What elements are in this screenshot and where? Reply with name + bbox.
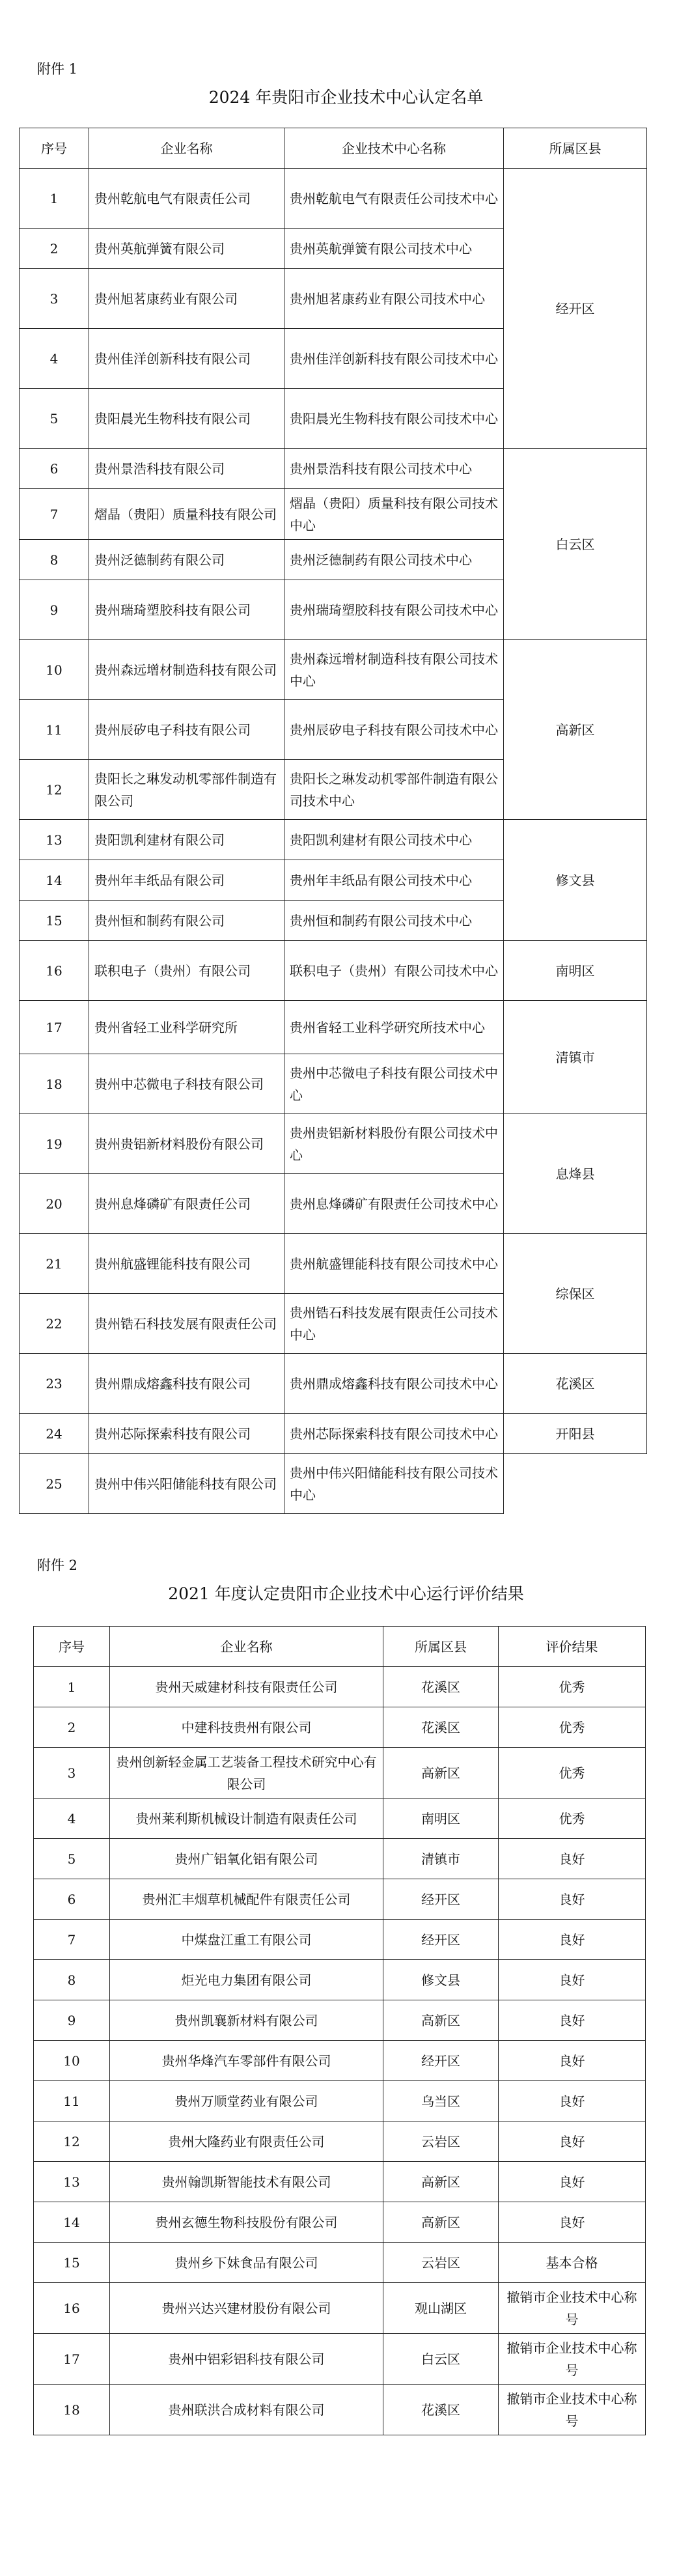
col-header-no: 序号 xyxy=(34,1627,110,1667)
center-name: 贵州年丰纸品有限公司技术中心 xyxy=(284,860,504,901)
center-name: 贵州恒和制药有限公司技术中心 xyxy=(284,901,504,941)
company-name: 贵阳凯利建材有限公司 xyxy=(89,820,284,860)
center-name: 贵州航盛锂能科技有限公司技术中心 xyxy=(284,1234,504,1294)
row-number: 7 xyxy=(20,489,89,540)
company-name: 贵州鼎成熔鑫科技有限公司 xyxy=(89,1354,284,1414)
evaluation-result: 良好 xyxy=(499,1960,646,2000)
row-number: 6 xyxy=(34,1879,110,1920)
center-name: 贵州省轻工业科学研究所技术中心 xyxy=(284,1001,504,1054)
company-name: 贵州创新轻金属工艺装备工程技术研究中心有限公司 xyxy=(110,1748,383,1799)
table-row xyxy=(20,1354,647,1414)
district: 高新区 xyxy=(383,2162,499,2202)
company-name: 贵州凯襄新材料有限公司 xyxy=(110,2000,383,2041)
evaluation-result: 撤销市企业技术中心称号 xyxy=(499,2283,646,2334)
district: 白云区 xyxy=(504,449,647,640)
recognition-table xyxy=(19,128,647,1514)
table-row xyxy=(34,2162,646,2202)
district: 南明区 xyxy=(504,941,647,1001)
district: 经开区 xyxy=(383,1879,499,1920)
company-name: 贵州旭茗康药业有限公司 xyxy=(89,269,284,329)
table-row xyxy=(34,2081,646,2121)
evaluation-result: 基本合格 xyxy=(499,2243,646,2283)
center-name: 贵州旭茗康药业有限公司技术中心 xyxy=(284,269,504,329)
evaluation-result: 优秀 xyxy=(499,1748,646,1799)
table-row xyxy=(20,1454,647,1514)
company-name: 中建科技贵州有限公司 xyxy=(110,1707,383,1748)
table-row xyxy=(34,1879,646,1920)
table-row xyxy=(34,2041,646,2081)
col-header-district: 所属区县 xyxy=(504,128,647,169)
row-number: 15 xyxy=(34,2243,110,2283)
district: 云岩区 xyxy=(383,2121,499,2162)
table-row xyxy=(34,2385,646,2435)
row-number: 8 xyxy=(20,540,89,580)
district: 息烽县 xyxy=(504,1114,647,1234)
row-number: 18 xyxy=(20,1054,89,1114)
company-name: 熠晶（贵阳）质量科技有限公司 xyxy=(89,489,284,540)
table-row xyxy=(34,2000,646,2041)
district: 高新区 xyxy=(383,2000,499,2041)
col-header-no: 序号 xyxy=(20,128,89,169)
center-name: 贵州乾航电气有限责任公司技术中心 xyxy=(284,169,504,229)
table-row xyxy=(34,2121,646,2162)
row-number: 2 xyxy=(20,229,89,269)
evaluation-result: 良好 xyxy=(499,1920,646,1960)
evaluation-result: 良好 xyxy=(499,2121,646,2162)
row-number: 9 xyxy=(20,580,89,640)
center-name: 贵阳凯利建材有限公司技术中心 xyxy=(284,820,504,860)
evaluation-result: 良好 xyxy=(499,2000,646,2041)
company-name: 贵州恒和制药有限公司 xyxy=(89,901,284,941)
evaluation-table xyxy=(33,1626,646,2435)
district: 高新区 xyxy=(504,640,647,820)
row-number: 24 xyxy=(20,1414,89,1454)
row-number: 13 xyxy=(20,820,89,860)
row-number: 11 xyxy=(34,2081,110,2121)
company-name: 贵州佳洋创新科技有限公司 xyxy=(89,329,284,389)
row-number: 16 xyxy=(20,941,89,1001)
center-name: 贵州景浩科技有限公司技术中心 xyxy=(284,449,504,489)
company-name: 贵州中铝彩铝科技有限公司 xyxy=(110,2334,383,2385)
row-number: 8 xyxy=(34,1960,110,2000)
company-name: 贵州汇丰烟草机械配件有限责任公司 xyxy=(110,1879,383,1920)
table-row xyxy=(34,1920,646,1960)
evaluation-result: 良好 xyxy=(499,1839,646,1879)
table-row xyxy=(20,820,647,860)
district: 南明区 xyxy=(383,1799,499,1839)
col-header-district: 所属区县 xyxy=(383,1627,499,1667)
annex-2-label: 附件 2 xyxy=(37,1558,78,1573)
center-name: 贵州息烽磷矿有限责任公司技术中心 xyxy=(284,1174,504,1234)
district: 清镇市 xyxy=(383,1839,499,1879)
company-name: 中煤盘江重工有限公司 xyxy=(110,1920,383,1960)
district: 花溪区 xyxy=(383,2385,499,2435)
table-row xyxy=(20,1001,647,1054)
district: 经开区 xyxy=(383,1920,499,1960)
row-number: 21 xyxy=(20,1234,89,1294)
company-name: 贵州景浩科技有限公司 xyxy=(89,449,284,489)
table-row xyxy=(20,1414,647,1454)
district: 花溪区 xyxy=(383,1707,499,1748)
center-name: 贵州芯际探索科技有限公司技术中心 xyxy=(284,1414,504,1454)
evaluation-result: 优秀 xyxy=(499,1707,646,1748)
district: 清镇市 xyxy=(504,1001,647,1114)
center-name: 贵州森远增材制造科技有限公司技术中心 xyxy=(284,640,504,700)
row-number: 4 xyxy=(34,1799,110,1839)
center-name: 熠晶（贵阳）质量科技有限公司技术中心 xyxy=(284,489,504,540)
row-number: 2 xyxy=(34,1707,110,1748)
row-number: 9 xyxy=(34,2000,110,2041)
company-name: 贵州中芯微电子科技有限公司 xyxy=(89,1054,284,1114)
row-number: 18 xyxy=(34,2385,110,2435)
col-header-company: 企业名称 xyxy=(89,128,284,169)
company-name: 贵州瑞琦塑胶科技有限公司 xyxy=(89,580,284,640)
row-number: 25 xyxy=(20,1454,89,1514)
company-name: 贵州联洪合成材料有限公司 xyxy=(110,2385,383,2435)
table-row xyxy=(20,640,647,700)
row-number: 3 xyxy=(20,269,89,329)
row-number: 17 xyxy=(34,2334,110,2385)
table-row xyxy=(34,1799,646,1839)
row-number: 10 xyxy=(20,640,89,700)
district: 高新区 xyxy=(383,1748,499,1799)
table-row xyxy=(20,1234,647,1294)
district: 云岩区 xyxy=(383,2243,499,2283)
row-number: 12 xyxy=(34,2121,110,2162)
center-name: 贵州瑞琦塑胶科技有限公司技术中心 xyxy=(284,580,504,640)
district: 综保区 xyxy=(504,1234,647,1354)
table-row xyxy=(34,1839,646,1879)
company-name: 贵州乾航电气有限责任公司 xyxy=(89,169,284,229)
doc2-title: 2021 年度认定贵阳市企业技术中心运行评价结果 xyxy=(168,1584,524,1603)
center-name: 贵阳晨光生物科技有限公司技术中心 xyxy=(284,389,504,449)
row-number: 19 xyxy=(20,1114,89,1174)
center-name: 贵州泛德制药有限公司技术中心 xyxy=(284,540,504,580)
company-name: 贵阳长之琳发动机零部件制造有限公司 xyxy=(89,760,284,820)
row-number: 12 xyxy=(20,760,89,820)
table-row xyxy=(34,2202,646,2243)
district: 经开区 xyxy=(504,169,647,449)
evaluation-result: 良好 xyxy=(499,2202,646,2243)
company-name: 贵州翰凯斯智能技术有限公司 xyxy=(110,2162,383,2202)
company-name: 贵州航盛锂能科技有限公司 xyxy=(89,1234,284,1294)
table-row xyxy=(34,1707,646,1748)
company-name: 贵州大隆药业有限责任公司 xyxy=(110,2121,383,2162)
district: 乌当区 xyxy=(383,2081,499,2121)
company-name: 贵州莱利斯机械设计制造有限责任公司 xyxy=(110,1799,383,1839)
row-number: 7 xyxy=(34,1920,110,1960)
district: 花溪区 xyxy=(383,1667,499,1707)
evaluation-result: 撤销市企业技术中心称号 xyxy=(499,2334,646,2385)
evaluation-result: 良好 xyxy=(499,1879,646,1920)
col-header-company: 企业名称 xyxy=(110,1627,383,1667)
company-name: 贵州玄德生物科技股份有限公司 xyxy=(110,2202,383,2243)
row-number: 14 xyxy=(20,860,89,901)
center-name: 贵州鼎成熔鑫科技有限公司技术中心 xyxy=(284,1354,504,1414)
table-row xyxy=(20,1114,647,1174)
company-name: 贵州兴达兴建材股份有限公司 xyxy=(110,2283,383,2334)
company-name: 贵州森远增材制造科技有限公司 xyxy=(89,640,284,700)
annex-1-label: 附件 1 xyxy=(37,61,78,77)
district: 经开区 xyxy=(383,2041,499,2081)
row-number: 16 xyxy=(34,2283,110,2334)
row-number: 17 xyxy=(20,1001,89,1054)
center-name: 贵州锆石科技发展有限责任公司技术中心 xyxy=(284,1294,504,1354)
district: 开阳县 xyxy=(504,1414,647,1454)
evaluation-result: 优秀 xyxy=(499,1667,646,1707)
row-number: 15 xyxy=(20,901,89,941)
company-name: 贵州广铝氧化铝有限公司 xyxy=(110,1839,383,1879)
table-row xyxy=(34,1960,646,2000)
company-name: 贵州中伟兴阳储能科技有限公司 xyxy=(89,1454,284,1514)
evaluation-result: 良好 xyxy=(499,2162,646,2202)
table-row xyxy=(20,941,647,1001)
company-name: 贵州乡下妹食品有限公司 xyxy=(110,2243,383,2283)
row-number: 6 xyxy=(20,449,89,489)
company-name: 贵州英航弹簧有限公司 xyxy=(89,229,284,269)
row-number: 1 xyxy=(34,1667,110,1707)
company-name: 贵阳晨光生物科技有限公司 xyxy=(89,389,284,449)
table-row xyxy=(34,1667,646,1707)
district: 修文县 xyxy=(504,820,647,941)
evaluation-result: 良好 xyxy=(499,2041,646,2081)
evaluation-result: 撤销市企业技术中心称号 xyxy=(499,2385,646,2435)
company-name: 贵州息烽磷矿有限责任公司 xyxy=(89,1174,284,1234)
row-number: 4 xyxy=(20,329,89,389)
company-name: 贵州锆石科技发展有限责任公司 xyxy=(89,1294,284,1354)
center-name: 贵州辰矽电子科技有限公司技术中心 xyxy=(284,700,504,760)
company-name: 贵州泛德制药有限公司 xyxy=(89,540,284,580)
district: 花溪区 xyxy=(504,1354,647,1414)
company-name: 炬光电力集团有限公司 xyxy=(110,1960,383,2000)
row-number: 22 xyxy=(20,1294,89,1354)
row-number: 1 xyxy=(20,169,89,229)
center-name: 贵阳长之琳发动机零部件制造有限公司技术中心 xyxy=(284,760,504,820)
center-name: 贵州佳洋创新科技有限公司技术中心 xyxy=(284,329,504,389)
district: 白云区 xyxy=(383,2334,499,2385)
center-name: 贵州贵铝新材料股份有限公司技术中心 xyxy=(284,1114,504,1174)
row-number: 10 xyxy=(34,2041,110,2081)
company-name: 贵州贵铝新材料股份有限公司 xyxy=(89,1114,284,1174)
table-row xyxy=(20,169,647,229)
row-number: 5 xyxy=(20,389,89,449)
row-number: 5 xyxy=(34,1839,110,1879)
doc1-title: 2024 年贵阳市企业技术中心认定名单 xyxy=(208,88,484,107)
center-name: 联积电子（贵州）有限公司技术中心 xyxy=(284,941,504,1001)
center-name: 贵州中伟兴阳储能科技有限公司技术中心 xyxy=(284,1454,504,1514)
row-number: 13 xyxy=(34,2162,110,2202)
table-row xyxy=(34,1748,646,1799)
col-header-center: 企业技术中心名称 xyxy=(284,128,504,169)
table-row xyxy=(34,2283,646,2334)
district: 高新区 xyxy=(383,2202,499,2243)
company-name: 贵州万顺堂药业有限公司 xyxy=(110,2081,383,2121)
district: 修文县 xyxy=(383,1960,499,2000)
center-name: 贵州英航弹簧有限公司技术中心 xyxy=(284,229,504,269)
table-row xyxy=(20,449,647,489)
company-name: 贵州华烽汽车零部件有限公司 xyxy=(110,2041,383,2081)
row-number: 23 xyxy=(20,1354,89,1414)
table-row xyxy=(34,2334,646,2385)
company-name: 贵州天威建材科技有限责任公司 xyxy=(110,1667,383,1707)
row-number: 3 xyxy=(34,1748,110,1799)
district: 观山湖区 xyxy=(383,2283,499,2334)
center-name: 贵州中芯微电子科技有限公司技术中心 xyxy=(284,1054,504,1114)
row-number: 11 xyxy=(20,700,89,760)
row-number: 20 xyxy=(20,1174,89,1234)
evaluation-result: 优秀 xyxy=(499,1799,646,1839)
col-header-result: 评价结果 xyxy=(499,1627,646,1667)
company-name: 贵州省轻工业科学研究所 xyxy=(89,1001,284,1054)
company-name: 贵州辰矽电子科技有限公司 xyxy=(89,700,284,760)
row-number: 14 xyxy=(34,2202,110,2243)
table-row xyxy=(34,2243,646,2283)
company-name: 贵州年丰纸品有限公司 xyxy=(89,860,284,901)
company-name: 贵州芯际探索科技有限公司 xyxy=(89,1414,284,1454)
company-name: 联积电子（贵州）有限公司 xyxy=(89,941,284,1001)
evaluation-result: 良好 xyxy=(499,2081,646,2121)
